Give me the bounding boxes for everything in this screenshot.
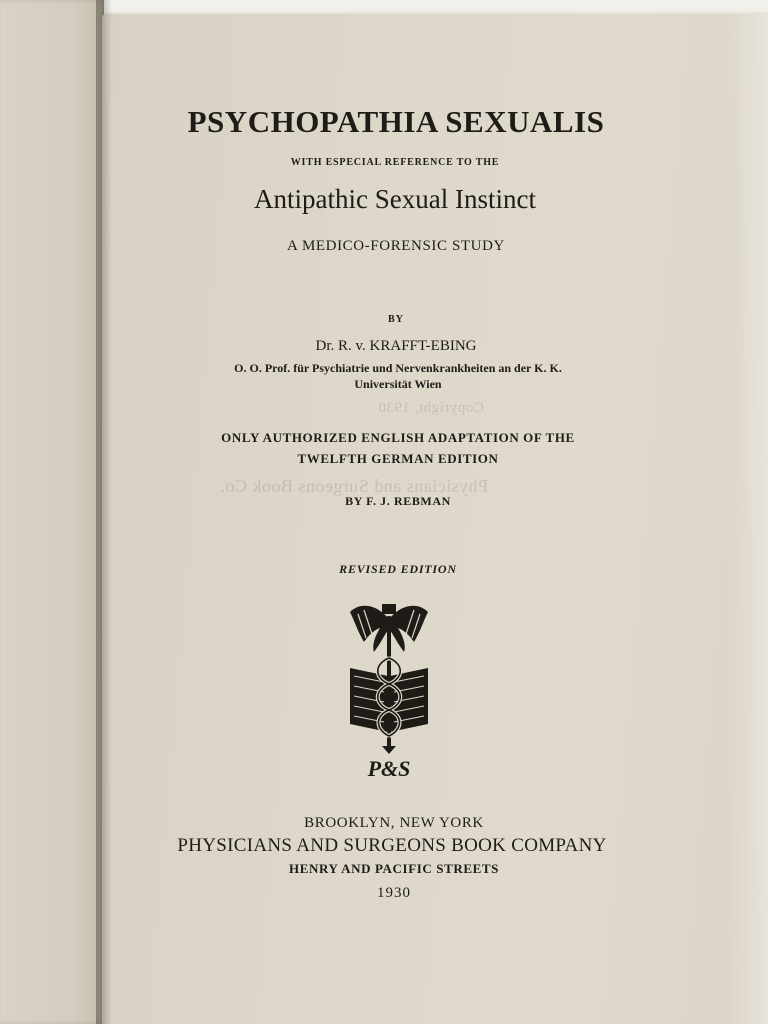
publisher-monogram: P&S	[367, 756, 411, 781]
show-through-publisher: Physicians and Surgeons Book Co.	[220, 476, 489, 496]
show-through-copyright: Copyright, 1930	[378, 400, 484, 416]
adaptation-line-1: ONLY AUTHORIZED ENGLISH ADAPTATION OF THE	[221, 430, 575, 445]
book-title: PSYCHOPATHIA SEXUALIS	[187, 104, 605, 139]
publication-year: 1930	[377, 885, 411, 901]
with-reference-line: WITH ESPECIAL REFERENCE TO THE	[290, 157, 500, 168]
author-position: O. O. Prof. für Psychiatrie und Nervenkrankheiten an der K. K.	[234, 361, 562, 375]
translator-line: BY F. J. REBMAN	[345, 494, 451, 508]
publisher-address: HENRY AND PACIFIC STREETS	[289, 861, 499, 876]
edition-line: REVISED EDITION	[339, 562, 457, 576]
publisher-city: BROOKLYN, NEW YORK	[304, 815, 484, 831]
study-line: A MEDICO-FORENSIC STUDY	[287, 238, 505, 254]
by-line: BY	[388, 314, 404, 325]
publisher-emblem	[344, 598, 434, 788]
author-name: Dr. R. v. KRAFFT-EBING	[315, 338, 477, 354]
adaptation-line-2: TWELFTH GERMAN EDITION	[297, 451, 499, 466]
author-university: Universität Wien	[354, 377, 442, 391]
publisher-name: PHYSICIANS AND SURGEONS BOOK COMPANY	[177, 835, 607, 856]
facing-page	[0, 0, 104, 1024]
book-subtitle: Antipathic Sexual Instinct	[254, 184, 536, 214]
page-edge	[728, 14, 768, 1024]
